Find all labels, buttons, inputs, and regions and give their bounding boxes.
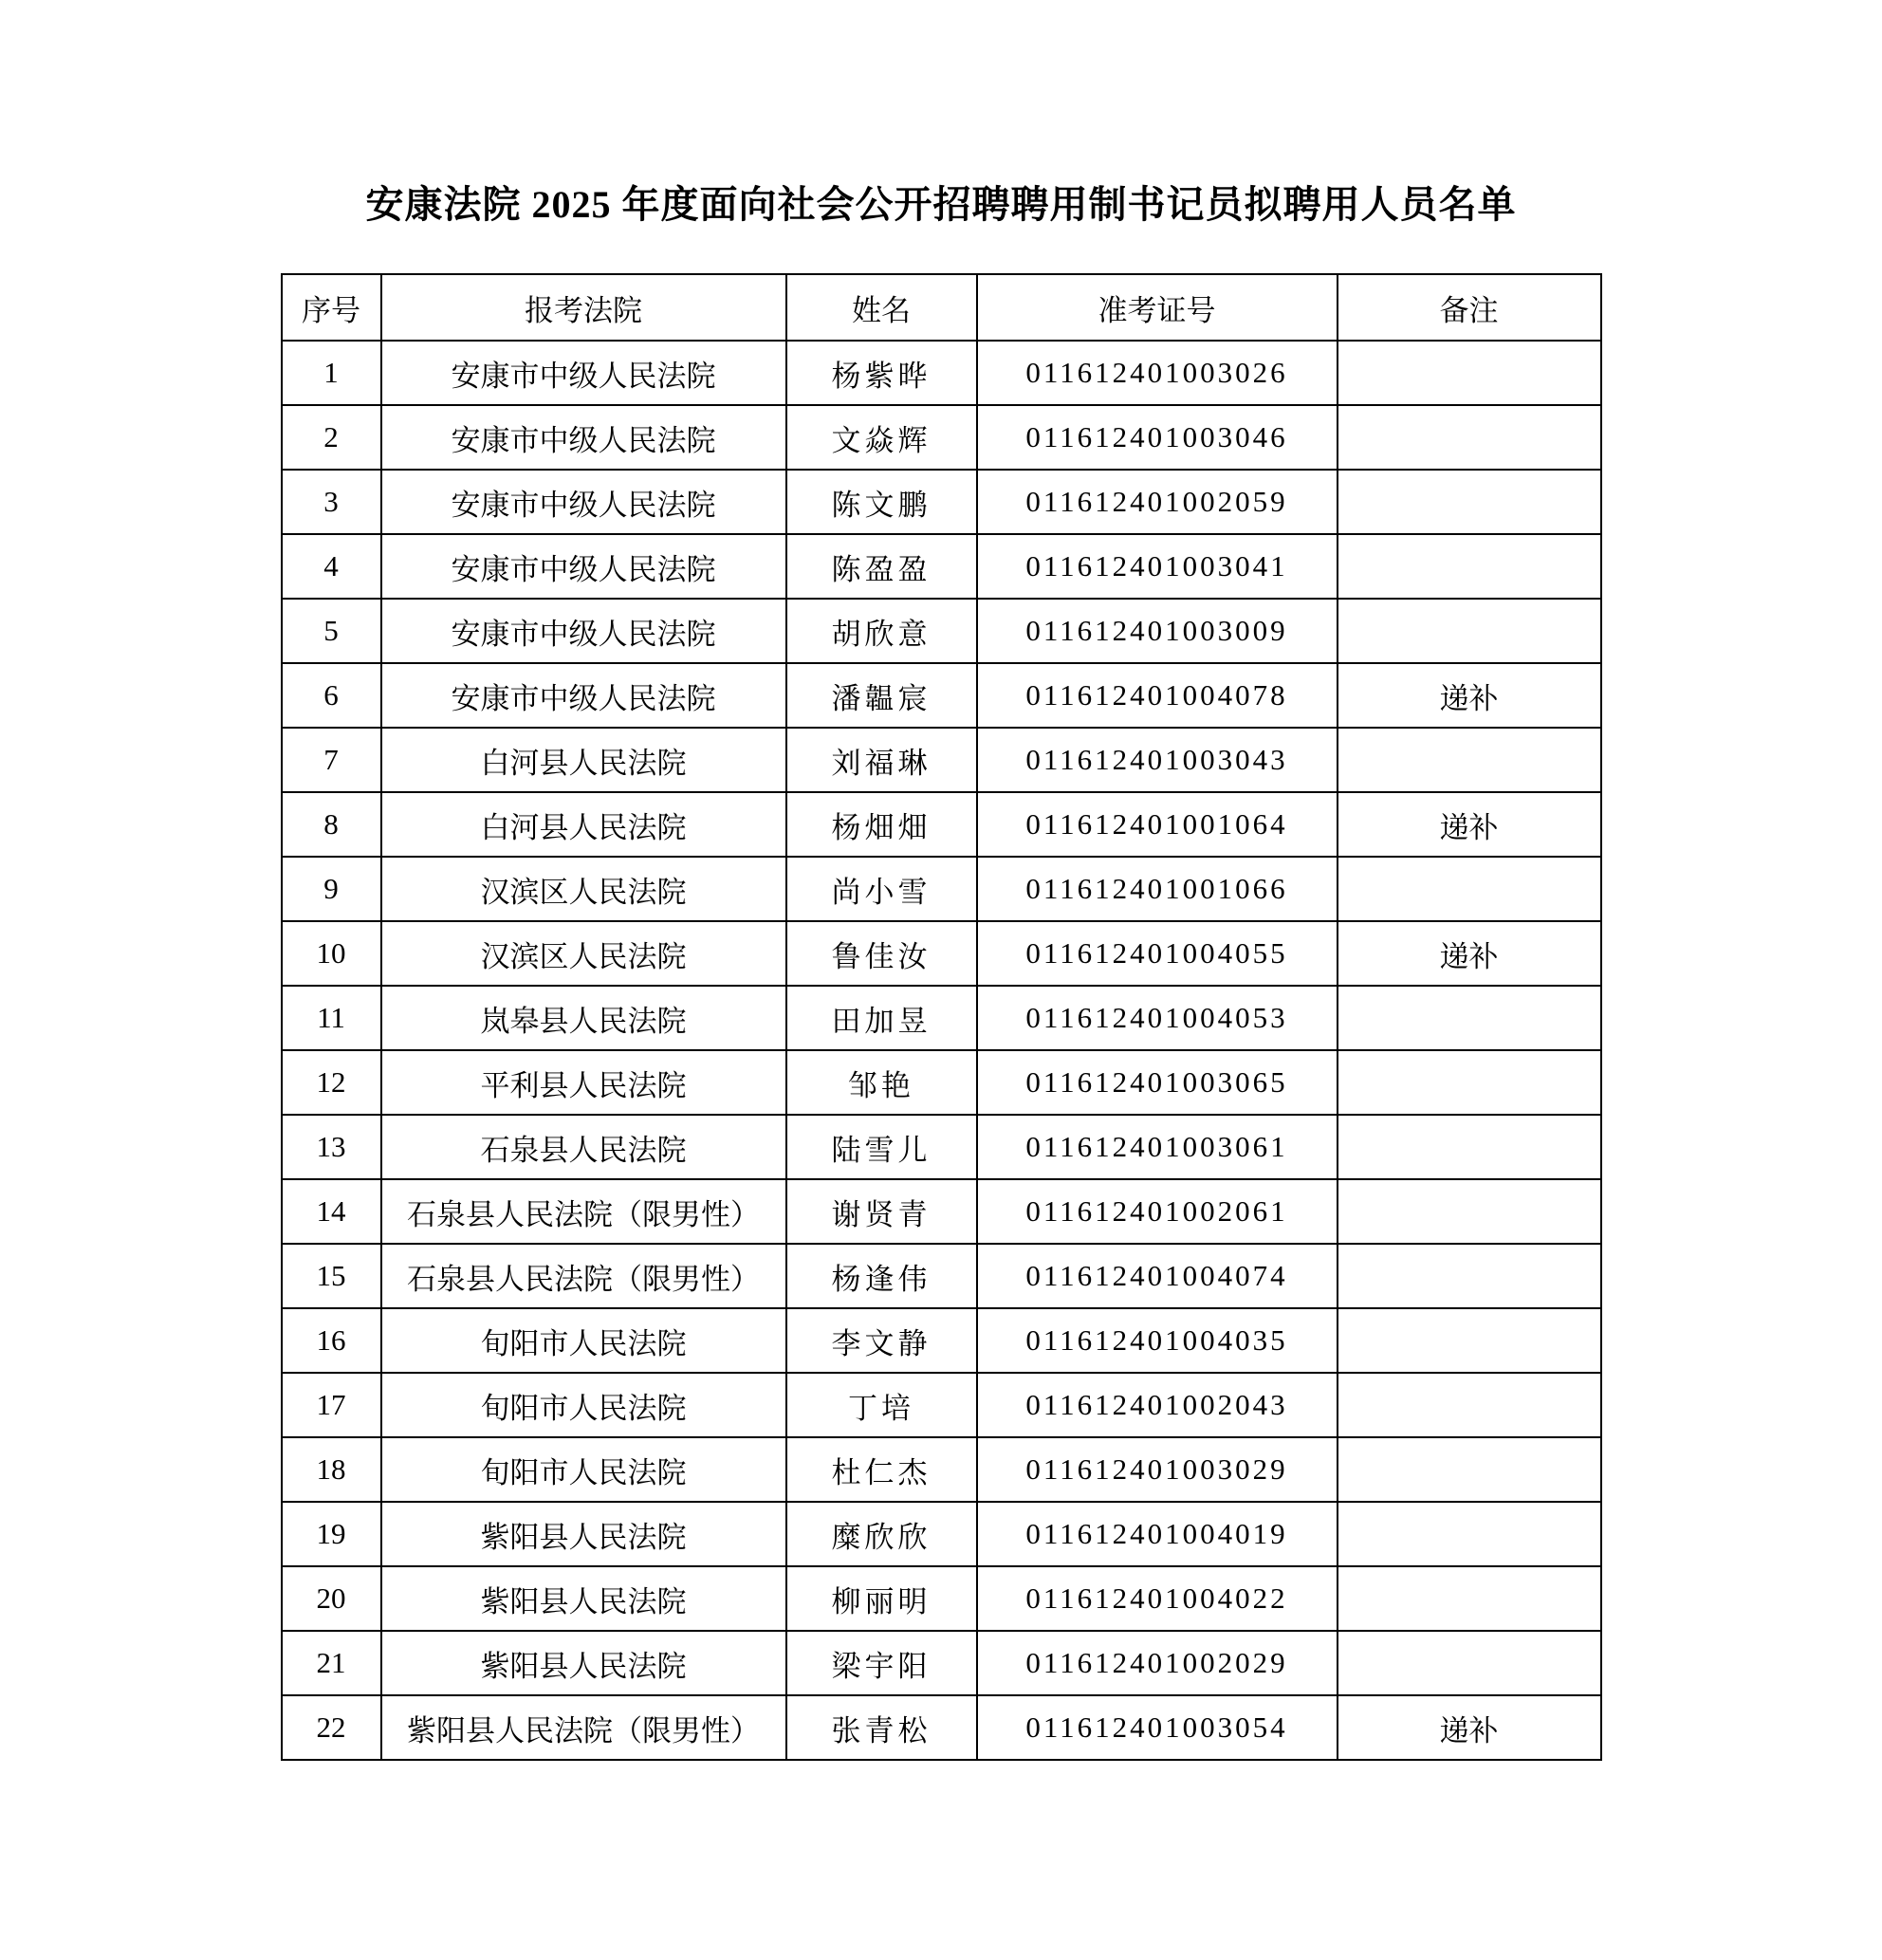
header-court: 报考法院	[381, 274, 786, 341]
header-row	[282, 274, 1601, 341]
cell-exam-id: 011612401004074	[977, 1244, 1338, 1308]
table-row	[282, 792, 1601, 857]
cell-remark	[1338, 1115, 1601, 1179]
cell-exam-id: 011612401003061	[977, 1115, 1338, 1179]
cell-name: 胡欣意	[786, 599, 977, 663]
table-row	[282, 341, 1601, 405]
cell-exam-id: 011612401001064	[977, 792, 1338, 857]
cell-court: 安康市中级人民法院	[381, 534, 786, 599]
cell-seq: 4	[282, 534, 381, 599]
cell-exam-id: 011612401003043	[977, 728, 1338, 792]
cell-remark	[1338, 599, 1601, 663]
cell-name: 张青松	[786, 1695, 977, 1760]
cell-exam-id: 011612401003065	[977, 1050, 1338, 1115]
cell-remark: 递补	[1338, 1695, 1601, 1760]
cell-seq: 3	[282, 470, 381, 534]
cell-remark	[1338, 1308, 1601, 1373]
table-header	[282, 274, 1601, 341]
cell-seq: 12	[282, 1050, 381, 1115]
cell-court: 安康市中级人民法院	[381, 663, 786, 728]
cell-exam-id: 011612401002029	[977, 1631, 1338, 1695]
cell-remark	[1338, 1373, 1601, 1437]
header-exam-id: 准考证号	[977, 274, 1338, 341]
cell-remark	[1338, 341, 1601, 405]
header-name: 姓名	[786, 274, 977, 341]
cell-name: 鲁佳汝	[786, 921, 977, 986]
cell-court: 紫阳县人民法院（限男性）	[381, 1695, 786, 1760]
cell-name: 陆雪儿	[786, 1115, 977, 1179]
cell-exam-id: 011612401004053	[977, 986, 1338, 1050]
cell-name: 谢贤青	[786, 1179, 977, 1244]
cell-seq: 16	[282, 1308, 381, 1373]
cell-exam-id: 011612401004078	[977, 663, 1338, 728]
table-row	[282, 1308, 1601, 1373]
cell-seq: 7	[282, 728, 381, 792]
cell-court: 安康市中级人民法院	[381, 470, 786, 534]
table-row	[282, 1695, 1601, 1760]
cell-seq: 1	[282, 341, 381, 405]
cell-court: 安康市中级人民法院	[381, 405, 786, 470]
cell-name: 李文静	[786, 1308, 977, 1373]
cell-name: 杨畑畑	[786, 792, 977, 857]
cell-seq: 19	[282, 1502, 381, 1566]
cell-name: 文焱辉	[786, 405, 977, 470]
cell-name: 陈盈盈	[786, 534, 977, 599]
cell-court: 石泉县人民法院（限男性）	[381, 1179, 786, 1244]
cell-exam-id: 011612401002043	[977, 1373, 1338, 1437]
cell-exam-id: 011612401004055	[977, 921, 1338, 986]
hire-roster-table	[281, 273, 1602, 1761]
cell-seq: 15	[282, 1244, 381, 1308]
table-row	[282, 663, 1601, 728]
cell-name: 丁培	[786, 1373, 977, 1437]
cell-remark: 递补	[1338, 663, 1601, 728]
cell-exam-id: 011612401003041	[977, 534, 1338, 599]
cell-exam-id: 011612401003046	[977, 405, 1338, 470]
cell-remark	[1338, 405, 1601, 470]
cell-name: 田加昱	[786, 986, 977, 1050]
cell-court: 白河县人民法院	[381, 792, 786, 857]
cell-remark	[1338, 1437, 1601, 1502]
cell-court: 岚皋县人民法院	[381, 986, 786, 1050]
cell-remark: 递补	[1338, 921, 1601, 986]
cell-remark	[1338, 1244, 1601, 1308]
cell-exam-id: 011612401003029	[977, 1437, 1338, 1502]
cell-exam-id: 011612401003009	[977, 599, 1338, 663]
cell-seq: 10	[282, 921, 381, 986]
cell-name: 杨紫晔	[786, 341, 977, 405]
cell-remark	[1338, 986, 1601, 1050]
table-row	[282, 599, 1601, 663]
cell-seq: 9	[282, 857, 381, 921]
table-row	[282, 921, 1601, 986]
cell-name: 尚小雪	[786, 857, 977, 921]
table-row	[282, 470, 1601, 534]
cell-court: 紫阳县人民法院	[381, 1631, 786, 1695]
cell-remark: 递补	[1338, 792, 1601, 857]
table-row	[282, 1502, 1601, 1566]
table-row	[282, 1115, 1601, 1179]
header-remark: 备注	[1338, 274, 1601, 341]
cell-remark	[1338, 1566, 1601, 1631]
table-body	[282, 341, 1601, 1760]
cell-name: 潘韞宸	[786, 663, 977, 728]
cell-seq: 18	[282, 1437, 381, 1502]
cell-seq: 14	[282, 1179, 381, 1244]
cell-remark	[1338, 470, 1601, 534]
cell-exam-id: 011612401004022	[977, 1566, 1338, 1631]
cell-name: 柳丽明	[786, 1566, 977, 1631]
cell-court: 安康市中级人民法院	[381, 341, 786, 405]
cell-remark	[1338, 1050, 1601, 1115]
document-title: 安康法院 2025 年度面向社会公开招聘聘用制书记员拟聘用人员名单	[365, 183, 1517, 226]
cell-seq: 11	[282, 986, 381, 1050]
table-row	[282, 1566, 1601, 1631]
cell-court: 白河县人民法院	[381, 728, 786, 792]
table-row	[282, 1631, 1601, 1695]
table-row	[282, 986, 1601, 1050]
cell-court: 平利县人民法院	[381, 1050, 786, 1115]
cell-name: 陈文鹏	[786, 470, 977, 534]
cell-exam-id: 011612401004035	[977, 1308, 1338, 1373]
cell-seq: 13	[282, 1115, 381, 1179]
cell-remark	[1338, 1631, 1601, 1695]
cell-exam-id: 011612401003026	[977, 341, 1338, 405]
cell-remark	[1338, 534, 1601, 599]
cell-exam-id: 011612401002061	[977, 1179, 1338, 1244]
table-row	[282, 1373, 1601, 1437]
table-row	[282, 1050, 1601, 1115]
cell-court: 旬阳市人民法院	[381, 1373, 786, 1437]
cell-court: 石泉县人民法院	[381, 1115, 786, 1179]
cell-name: 杜仁杰	[786, 1437, 977, 1502]
cell-exam-id: 011612401004019	[977, 1502, 1338, 1566]
cell-seq: 21	[282, 1631, 381, 1695]
cell-seq: 20	[282, 1566, 381, 1631]
cell-court: 紫阳县人民法院	[381, 1566, 786, 1631]
cell-court: 汉滨区人民法院	[381, 921, 786, 986]
cell-remark	[1338, 1502, 1601, 1566]
cell-seq: 8	[282, 792, 381, 857]
cell-exam-id: 011612401002059	[977, 470, 1338, 534]
cell-remark	[1338, 1179, 1601, 1244]
table-row	[282, 1179, 1601, 1244]
table-row	[282, 857, 1601, 921]
table-row	[282, 534, 1601, 599]
table-row	[282, 728, 1601, 792]
header-seq: 序号	[282, 274, 381, 341]
cell-court: 安康市中级人民法院	[381, 599, 786, 663]
table-row	[282, 405, 1601, 470]
cell-court: 石泉县人民法院（限男性）	[381, 1244, 786, 1308]
cell-court: 旬阳市人民法院	[381, 1308, 786, 1373]
cell-exam-id: 011612401001066	[977, 857, 1338, 921]
cell-court: 旬阳市人民法院	[381, 1437, 786, 1502]
table-row	[282, 1437, 1601, 1502]
cell-remark	[1338, 728, 1601, 792]
cell-exam-id: 011612401003054	[977, 1695, 1338, 1760]
cell-seq: 2	[282, 405, 381, 470]
cell-court: 紫阳县人民法院	[381, 1502, 786, 1566]
table-row	[282, 1244, 1601, 1308]
cell-name: 杨逢伟	[786, 1244, 977, 1308]
cell-name: 刘福琳	[786, 728, 977, 792]
cell-name: 糜欣欣	[786, 1502, 977, 1566]
cell-seq: 22	[282, 1695, 381, 1760]
cell-seq: 17	[282, 1373, 381, 1437]
cell-remark	[1338, 857, 1601, 921]
cell-name: 邹艳	[786, 1050, 977, 1115]
cell-seq: 6	[282, 663, 381, 728]
cell-name: 梁宇阳	[786, 1631, 977, 1695]
cell-court: 汉滨区人民法院	[381, 857, 786, 921]
cell-seq: 5	[282, 599, 381, 663]
